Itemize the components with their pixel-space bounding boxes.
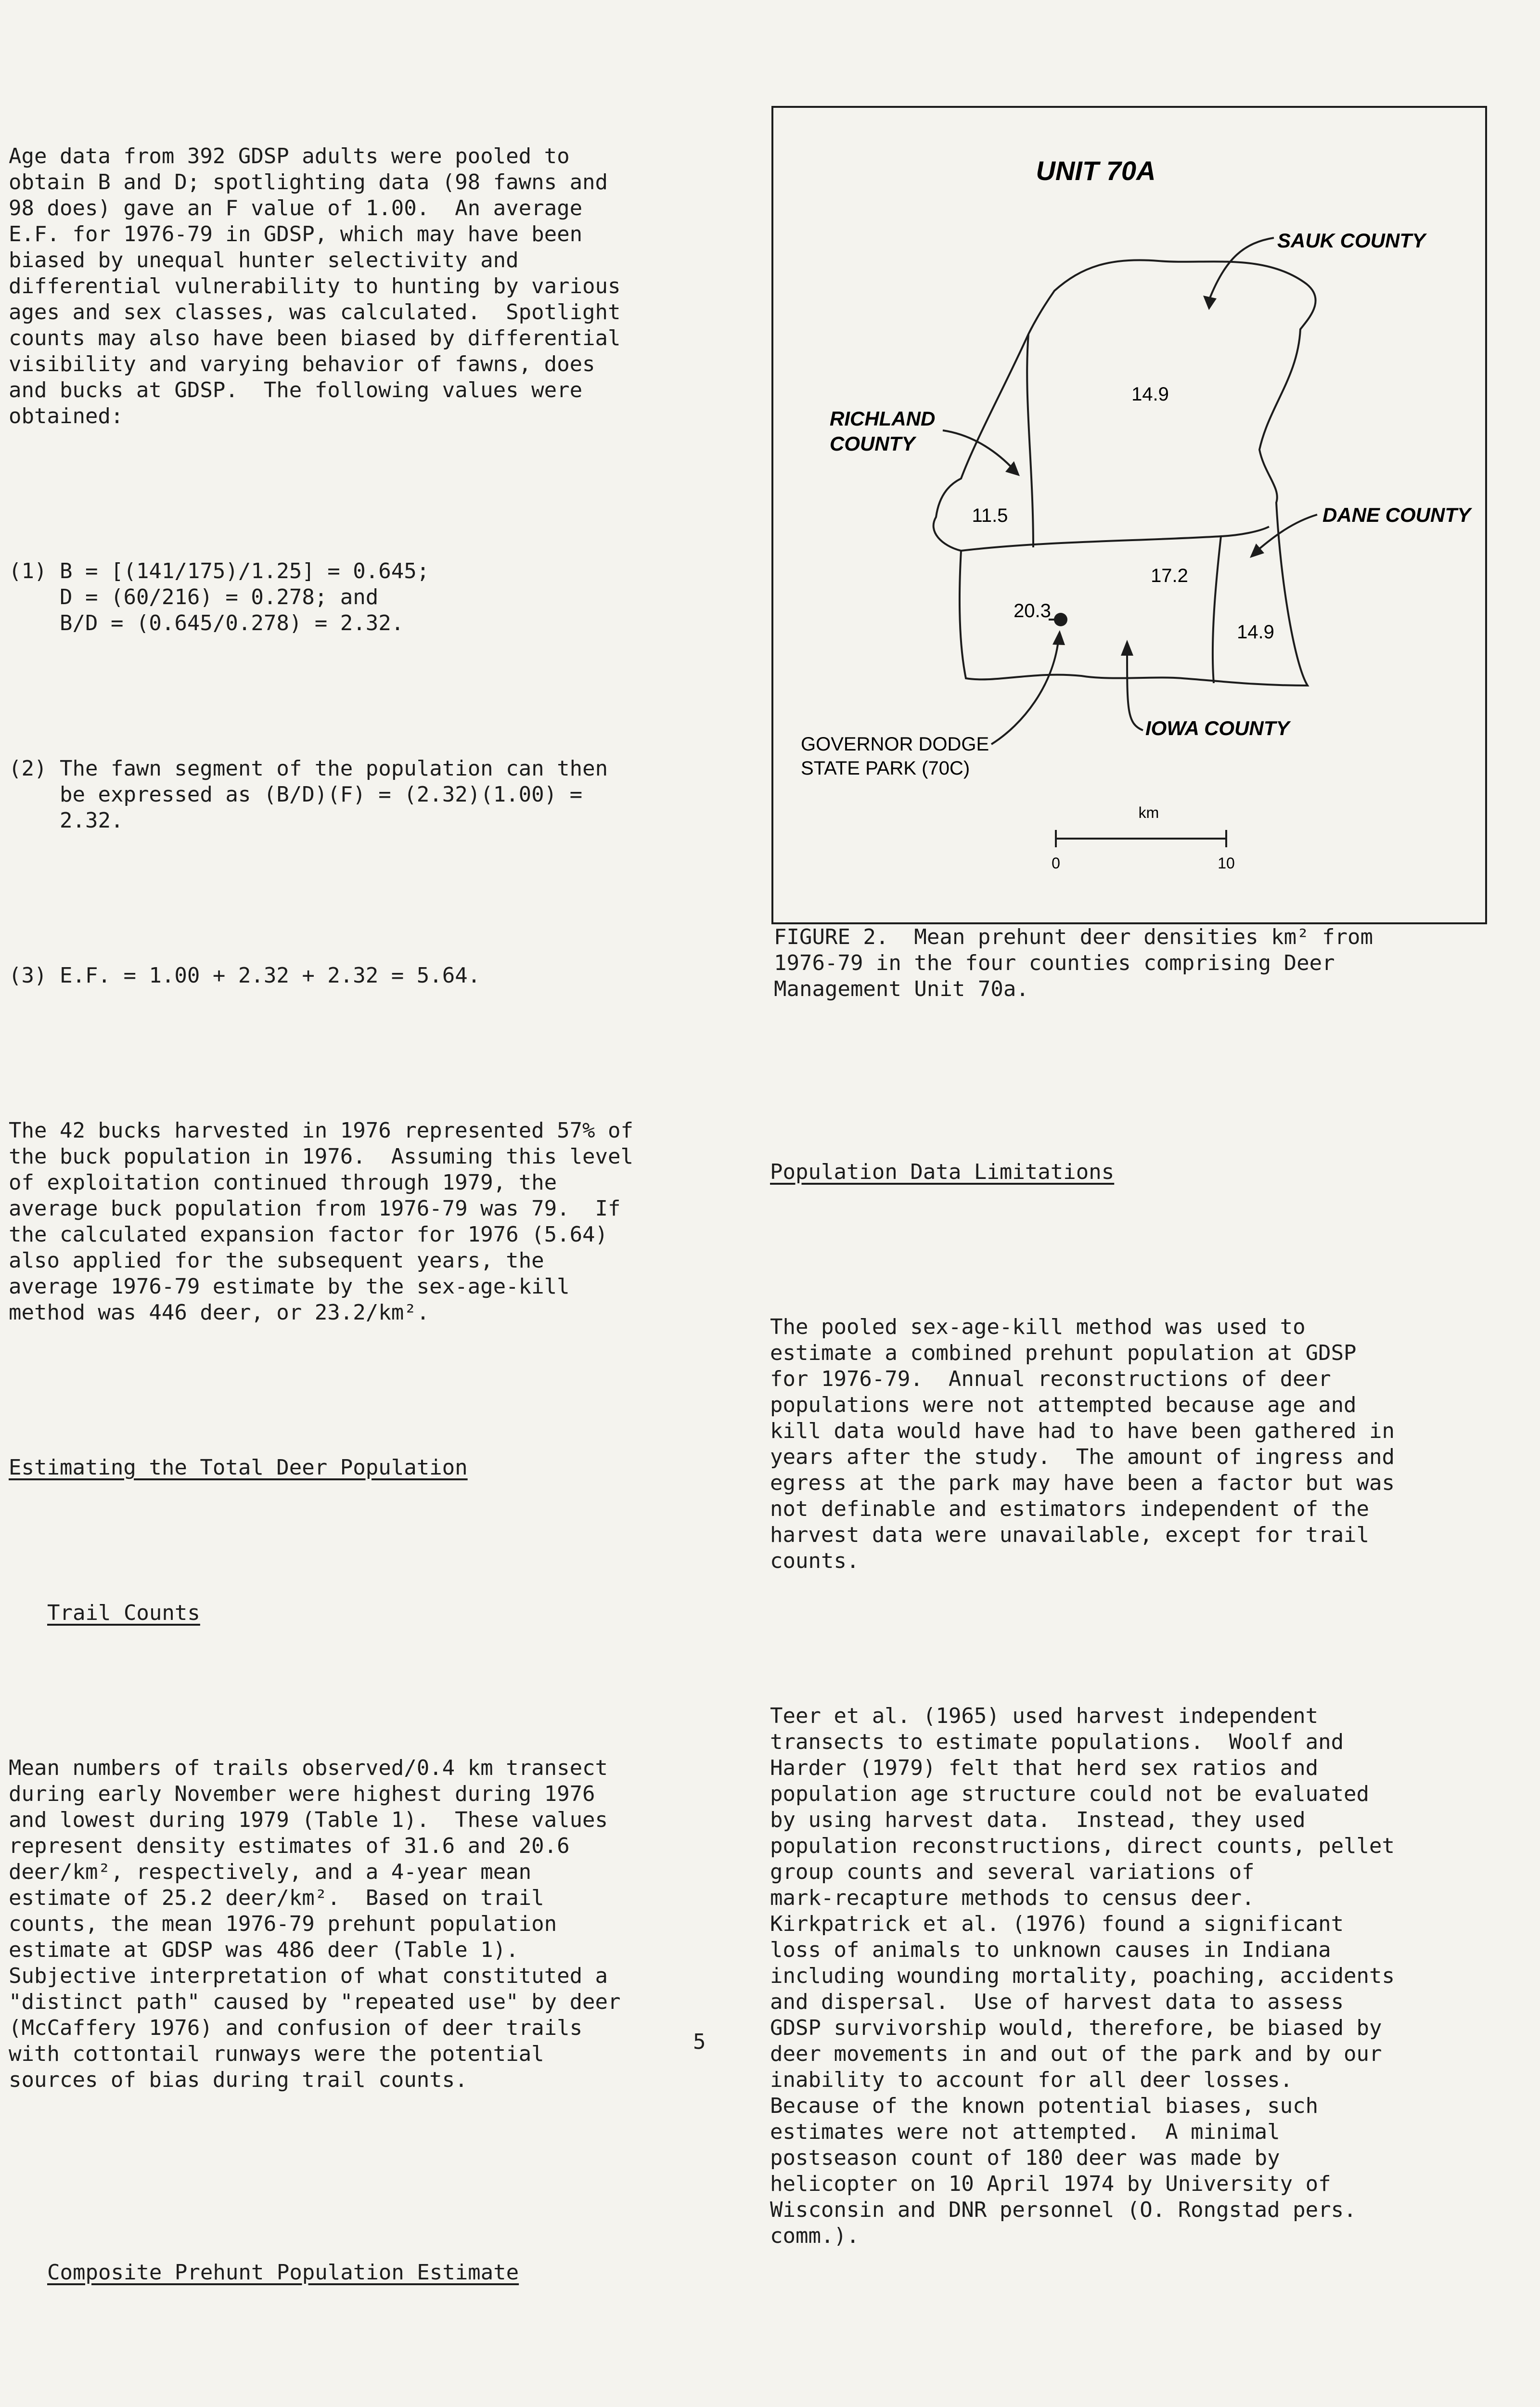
dane-boundary bbox=[1213, 536, 1221, 683]
scale-unit: km bbox=[1138, 804, 1159, 821]
label-iowa-county: IOWA COUNTY bbox=[1145, 717, 1290, 739]
density-dane: 14.9 bbox=[1237, 621, 1274, 643]
density-gdsp: 20.3 bbox=[1014, 600, 1051, 621]
equation-body: B = [(141/175)/1.25] = 0.645; D = (60/216) = 0.278; and B/D = (0.645/0.278) = 2.32. bbox=[60, 559, 430, 635]
unit-70a-map bbox=[773, 108, 1489, 926]
scale-start: 0 bbox=[1052, 854, 1060, 872]
left-column bbox=[9, 91, 682, 2407]
section-heading-limitations: Population Data Limitations bbox=[770, 1160, 1115, 1184]
page-number: 5 bbox=[693, 2030, 706, 2054]
label-gdsp-line1: GOVERNOR DODGE bbox=[801, 734, 989, 755]
label-richland-line2: COUNTY bbox=[830, 432, 915, 455]
label-sauk-county: SAUK COUNTY bbox=[1277, 229, 1426, 252]
arrow-sauk bbox=[1209, 238, 1274, 300]
subsection-heading-trail-counts: Trail Counts bbox=[47, 1601, 200, 1625]
equation-3 bbox=[9, 963, 682, 989]
equation-number: (3) bbox=[9, 963, 47, 988]
right-column bbox=[770, 1107, 1492, 2275]
figure-2-map bbox=[771, 106, 1487, 924]
equation-body: The fawn segment of the population can then be expressed as (B/D)(F) = (2.32)(1.00) = 2.32. bbox=[60, 756, 608, 833]
limitations-paragraph: The pooled sex-age-kill method was used to estimate a combined prehunt population at GDSP for 1976-79. Annual reconstructions of deer populations were not attempted because age and kill data would have had to have been gathered in years after the study. The amount of ingress and egress at the park may have been a factor but was not definable and estimators independent of the harvest data were unavailable, except for trail counts. bbox=[770, 1315, 1395, 1573]
equation-number: (2) bbox=[9, 756, 47, 781]
arrowhead bbox=[1052, 630, 1065, 645]
iowa-north-boundary bbox=[961, 527, 1269, 551]
buck-harvest-paragraph: The 42 bucks harvested in 1976 represented 57% of the buck population in 1976. Assuming this level of exploitation continued through 1979, the average buck population from 1976-79 was 79. If the calculated expansion factor for 1976 (5.64) also applied for the subsequent years, the average 1976-79 estimate by the sex-age-kill method was 446 deer, or 23.2/km². bbox=[9, 1118, 634, 1325]
figure-2-caption: FIGURE 2. Mean prehunt deer densities km² from 1976-79 in the four counties comprising Deer Management Unit 70a. bbox=[774, 925, 1373, 1001]
section-heading-estimating: Estimating the Total Deer Population bbox=[9, 1455, 468, 1480]
subsection-heading-composite: Composite Prehunt Population Estimate bbox=[47, 2260, 519, 2285]
age-data-paragraph: Age data from 392 GDSP adults were pooled to obtain B and D; spotlighting data (98 fawns and 98 does) gave an F value of 1.00. An average E.F. for 1976-79 in GDSP, which may have been biased by unequal hunter selectivity and differential vulnerability to hunting by various ages and sex classes, was calculated. Spotlight counts may also have been biased by differential visibility and varying behavior of fawns, does and bucks at GDSP. The following values were obtained: bbox=[9, 144, 621, 428]
harvest-independent-paragraph: Teer et al. (1965) used harvest independent transects to estimate populations. Woolf and Harder (1979) felt that herd sex ratios and population age structure could not be evaluated by using harvest data. Instead, they used population reconstructions, direct counts, pellet group counts and several variations of mark-recapture methods to census deer. Kirkpatrick et al. (1976) found a significant loss of animals to unknown causes in Indiana including wounding mortality, poaching, accidents and dispersal. Use of harvest data to assess GDSP survivorship would, therefore, be biased by deer movements in and out of the park and by our inability to account for all deer losses. Because of the known potential biases, such estimates were not attempted. A minimal postseason count of 180 deer was made by helicopter on 10 April 1974 by University of Wisconsin and DNR personnel (O. Rongstad pers. comm.). bbox=[770, 1704, 1395, 2248]
label-gdsp-line2: STATE PARK (70C) bbox=[801, 758, 970, 779]
arrowhead bbox=[1203, 296, 1217, 310]
richland-boundary bbox=[1027, 334, 1033, 547]
label-richland-line1: RICHLAND bbox=[830, 407, 936, 430]
equation-number: (1) bbox=[9, 559, 47, 583]
park-location-marker bbox=[1054, 613, 1067, 626]
label-dane-county: DANE COUNTY bbox=[1322, 504, 1471, 526]
arrow-dane bbox=[1257, 515, 1317, 551]
equation-body: E.F. = 1.00 + 2.32 + 2.32 = 5.64. bbox=[60, 963, 481, 988]
arrow-iowa bbox=[1127, 652, 1143, 730]
equation-2 bbox=[9, 756, 682, 834]
arrowhead bbox=[1121, 640, 1133, 656]
equation-1 bbox=[9, 558, 682, 636]
density-iowa: 17.2 bbox=[1151, 565, 1188, 586]
trail-counts-paragraph: Mean numbers of trails observed/0.4 km transect during early November were highest during 1976 and lowest during 1979 (Table 1). These values represent density estimates of 31.6 and 20.6 deer/km², respectively, and a 4-year mean estimate of 25.2 deer/km². Based on trail counts, the mean 1976-79 prehunt population estimate at GDSP was 486 deer (Table 1). Subjective interpretation of what constituted a "distinct path" caused by "repeated use" by deer (McCaffery 1976) and confusion of deer trails with cottontail runways were the potential sources of bias during trail counts. bbox=[9, 1756, 621, 2092]
scale-end: 10 bbox=[1218, 854, 1235, 872]
density-richland: 11.5 bbox=[972, 505, 1008, 526]
density-sauk: 14.9 bbox=[1131, 384, 1169, 405]
map-title: UNIT 70A bbox=[1036, 155, 1156, 186]
arrow-gdsp bbox=[991, 641, 1058, 744]
